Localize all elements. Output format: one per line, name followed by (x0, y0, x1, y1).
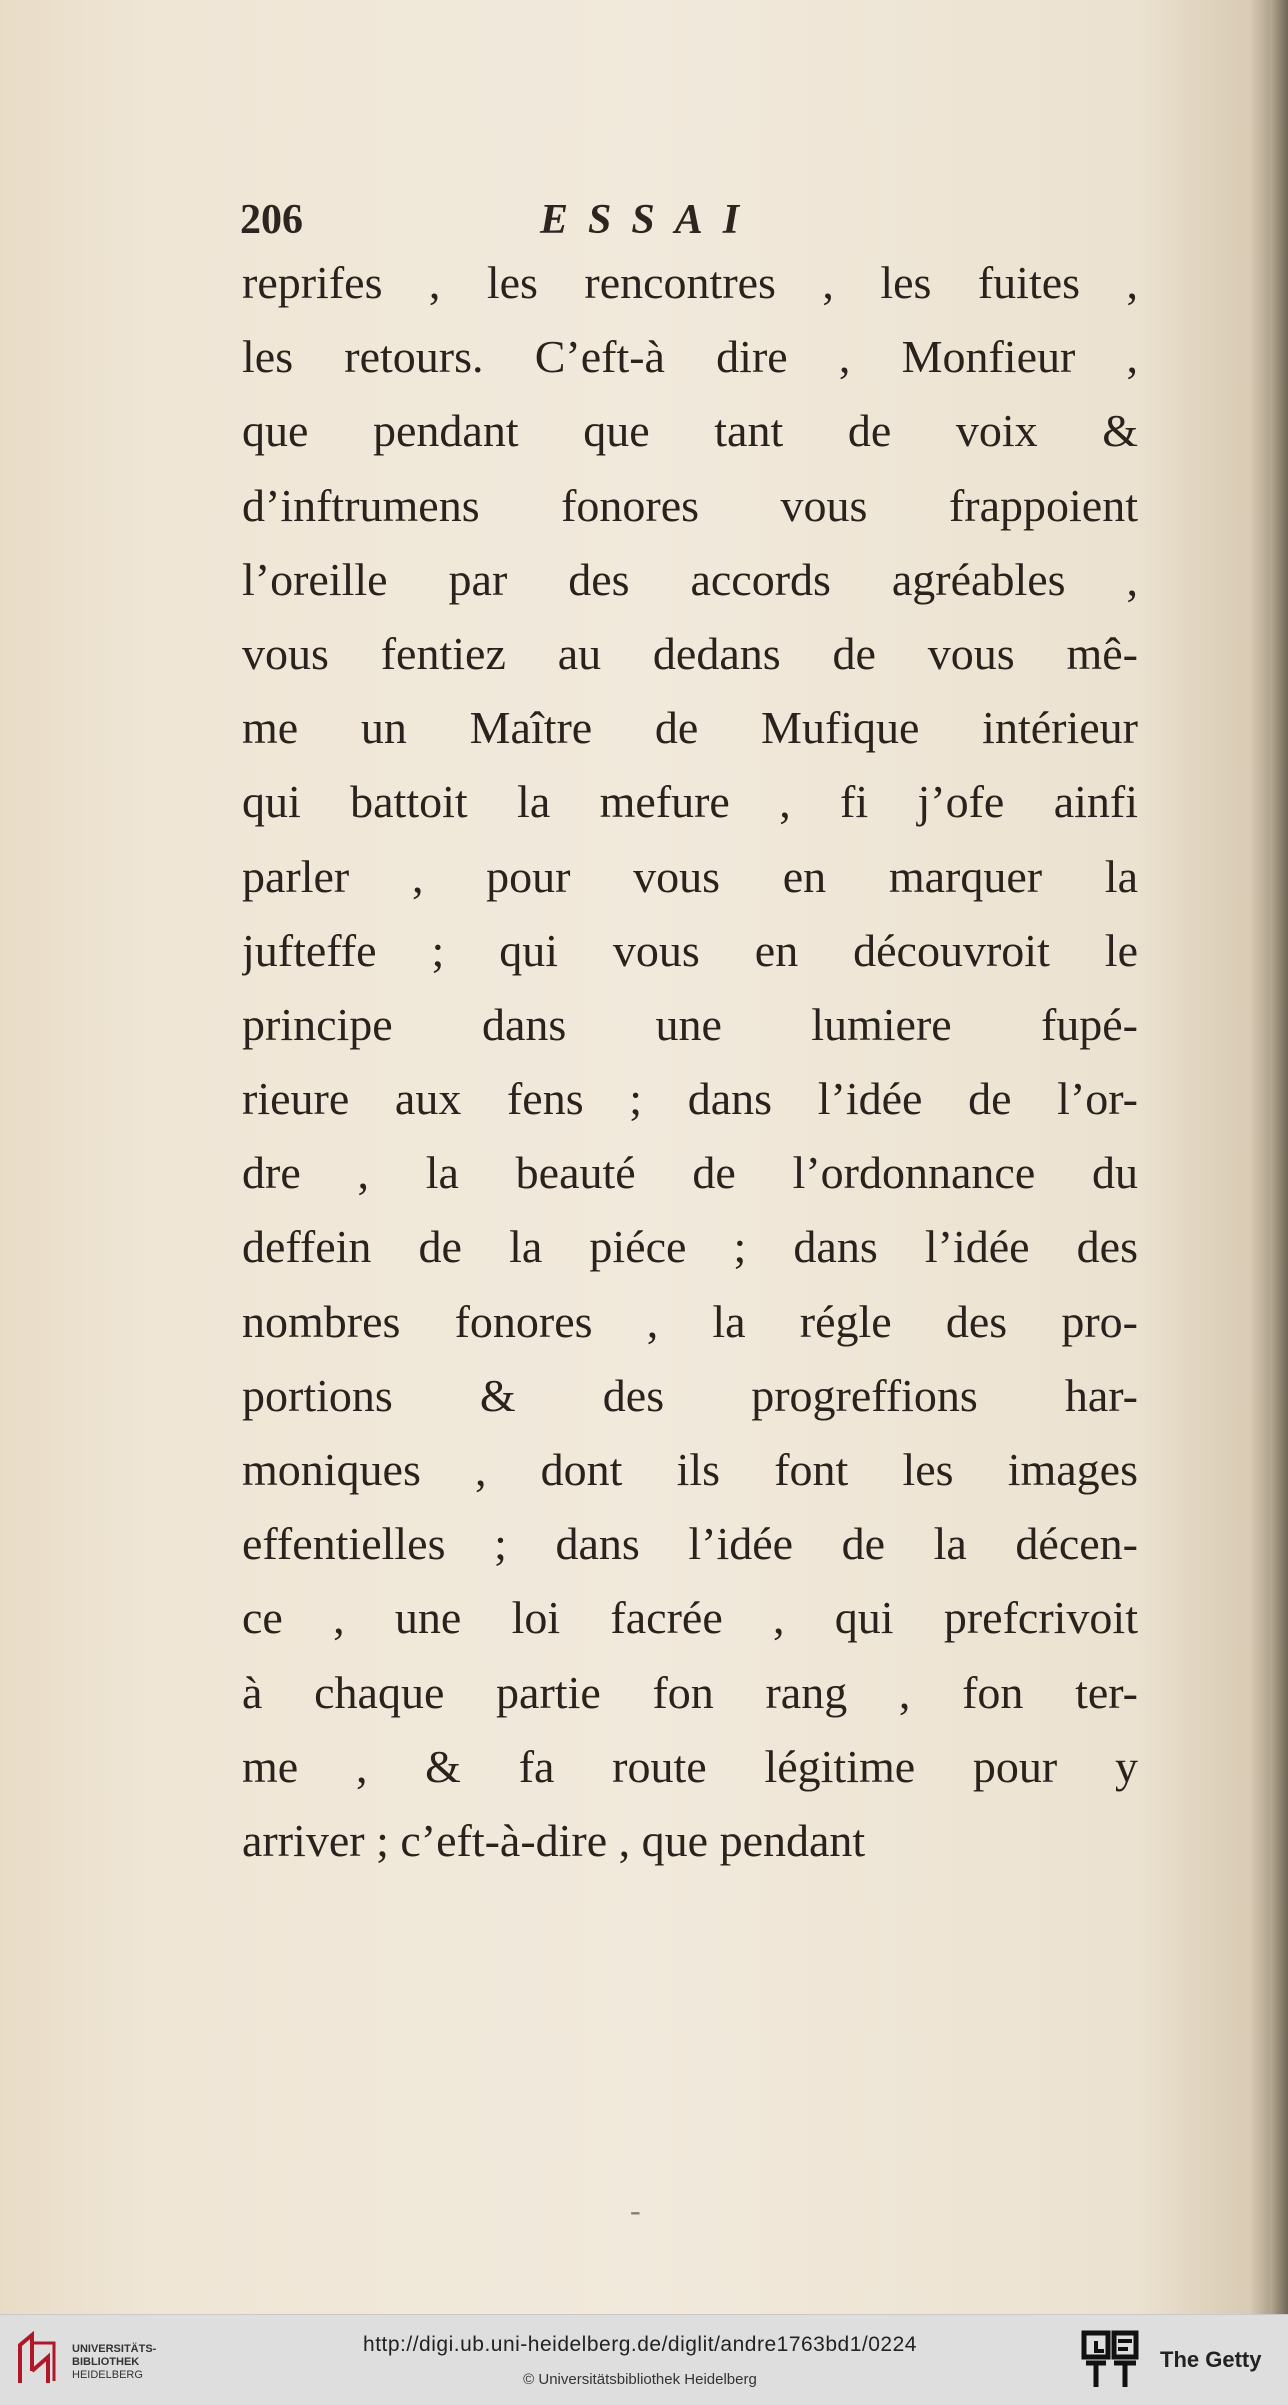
text-line: dre , la beauté de l’ordonnance du (242, 1147, 1138, 1199)
text-line: deffein de la piéce ; dans l’idée des (242, 1221, 1138, 1273)
text-line: d’inftrumens fonores vous frappoient (242, 479, 1138, 531)
permalink-url[interactable]: http://digi.ub.uni-heidelberg.de/diglit/andre1763bd1/0224 (363, 2333, 917, 2356)
text-line: l’oreille par des accords agréables , (242, 553, 1138, 605)
copyright-notice: © Universitätsbibliothek Heidelberg (523, 2371, 757, 2388)
getty-logo-icon (1080, 2329, 1144, 2393)
text-line: que pendant que tant de voix & (242, 405, 1138, 457)
text-line: me , & fa route légitime pour y (242, 1740, 1138, 1792)
text-line: arriver ; c’eft-à-dire , que pendant (242, 1814, 866, 1866)
text-line: ce , une loi facrée , qui prefcrivoit (242, 1592, 1138, 1644)
text-line: moniques , dont ils font les images (242, 1444, 1138, 1495)
text-line: reprifes , les rencontres , les fuites , (242, 257, 1138, 308)
text-line: effentielles ; dans l’idée de la décen- (242, 1518, 1138, 1570)
viewer-footer (0, 2314, 1288, 2405)
ub-logo-line: BIBLIOTHEK (72, 2356, 140, 2368)
text-line: jufteffe ; qui vous en découvroit le (242, 924, 1138, 976)
page-number: 206 (240, 197, 303, 243)
ub-logo-icon (14, 2331, 64, 2387)
getty-label: The Getty (1160, 2347, 1262, 2372)
running-title: ESSAI (540, 197, 760, 243)
text-line: rieure aux fens ; dans l’idée de l’or- (242, 1073, 1138, 1125)
ub-heidelberg-logo[interactable] (14, 2325, 164, 2395)
page-edge-shadow (1270, 0, 1288, 2314)
getty-logo[interactable] (1080, 2329, 1280, 2393)
text-line: à chaque partie fon rang , fon ter- (242, 1666, 1138, 1718)
ub-logo-line: UNIVERSITÄTS- (72, 2343, 157, 2355)
text-line: portions & des progreffions har- (242, 1369, 1138, 1421)
text-line: nombres fonores , la régle des pro- (242, 1295, 1138, 1347)
body-text (242, 246, 1138, 1878)
bottom-mark: - (630, 2192, 641, 2228)
text-line: me un Maître de Mufique intérieur (242, 702, 1138, 754)
text-line: les retours. C’eft-à dire , Monfieur , (242, 331, 1138, 383)
ub-logo-text (72, 2343, 156, 2382)
text-line: principe dans une lumiere fupé- (242, 998, 1138, 1050)
ub-logo-line: HEIDELBERG (72, 2369, 143, 2381)
text-line: vous fentiez au dedans de vous mê- (242, 627, 1138, 679)
text-line: qui battoit la mefure , fi j’ofe ainfi (242, 776, 1138, 828)
text-line: parler , pour vous en marquer la (242, 850, 1138, 902)
